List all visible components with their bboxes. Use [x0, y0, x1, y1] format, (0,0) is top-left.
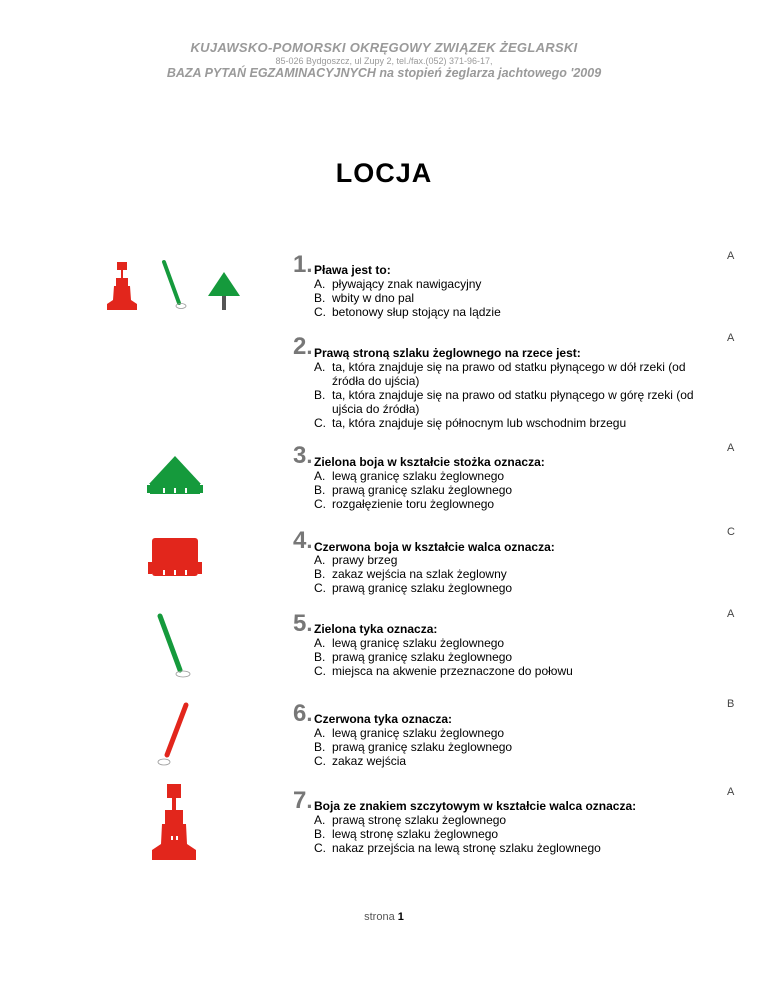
org-header: KUJAWSKO-POMORSKI OKRĘGOWY ZWIĄZEK ŻEGLARSKI — [190, 40, 578, 55]
answer-key: A — [727, 250, 735, 262]
option-a: A. prawy brzeg — [314, 553, 398, 567]
question-number: 7. — [293, 787, 313, 814]
answer-key: A — [727, 786, 735, 798]
question-number: 3. — [293, 442, 313, 469]
question-number: 2. — [293, 333, 313, 360]
question-number: 6. — [293, 700, 313, 727]
option-a: A. lewą granicę szlaku żeglownego — [314, 636, 505, 650]
question-text: Boja ze znakiem szczytowym w kształcie walca oznacza: — [314, 799, 637, 813]
green-cone-buoy-icon — [144, 454, 206, 498]
option-b: B. zakaz wejścia na szlak żeglowny — [314, 567, 507, 581]
options-list — [314, 469, 694, 511]
options-list — [314, 813, 694, 855]
option-b: B. ta, która znajduje się na prawo od statku płynącego w górę rzeki (od ujścia do źródła) — [314, 388, 694, 416]
question-number: 1. — [293, 251, 313, 278]
green-pole-icon — [160, 258, 190, 312]
option-c: C. prawą granicę szlaku żeglownego — [314, 581, 513, 595]
option-c: C. betonowy słup stojący na lądzie — [314, 305, 501, 319]
options-list — [314, 726, 694, 768]
red-can-buoy-icon — [144, 536, 206, 580]
option-c: C. zakaz wejścia — [314, 754, 407, 768]
options-list — [314, 360, 694, 430]
green-spar-icon — [155, 612, 195, 680]
question-text: Czerwona tyka oznacza: — [314, 712, 453, 726]
question-number: 4. — [293, 527, 313, 554]
answer-key: C — [727, 526, 735, 538]
org-address: 85-026 Bydgoszcz, ul Zupy 2, tel./fax.(052) 371-96-17, — [275, 56, 493, 66]
options-list — [314, 553, 694, 595]
option-a: A. lewą granicę szlaku żeglownego — [314, 469, 505, 483]
question-number: 5. — [293, 610, 313, 637]
option-b: B. lewą stronę szlaku żeglownego — [314, 827, 499, 841]
page-number: 1 — [397, 911, 404, 923]
option-b: B. prawą granicę szlaku żeglownego — [314, 483, 513, 497]
red-buoy-topmark-icon — [148, 782, 200, 862]
page-title: LOCJA — [335, 158, 433, 188]
answer-key: A — [727, 442, 735, 454]
answer-key: B — [727, 698, 735, 710]
answer-key: A — [727, 332, 735, 344]
option-c: C. rozgałęzienie toru żeglownego — [314, 497, 495, 511]
question-text: Czerwona boja w kształcie walca oznacza: — [314, 540, 555, 554]
page-footer — [0, 911, 768, 923]
option-b: B. prawą granicę szlaku żeglownego — [314, 650, 513, 664]
question-text: Zielona tyka oznacza: — [314, 622, 438, 636]
option-c: C. miejsca na akwenie przeznaczone do połowu — [314, 664, 573, 678]
answer-key: A — [727, 608, 735, 620]
page-label: strona — [364, 911, 395, 923]
question-text: Pława jest to: — [314, 263, 391, 277]
red-buoy-icon — [104, 260, 140, 312]
option-c: C. nakaz przejścia na lewą stronę szlaku żeglownego — [314, 841, 601, 855]
option-a: A. lewą granicę szlaku żeglownego — [314, 726, 505, 740]
option-a: A. pływający znak nawigacyjny — [314, 277, 482, 291]
question-text: Prawą stroną szlaku żeglownego na rzece jest: — [314, 346, 581, 360]
option-c: C. ta, która znajduje się północnym lub wschodnim brzegu — [314, 416, 627, 430]
green-tree-icon — [206, 270, 242, 312]
red-spar-icon — [152, 700, 192, 768]
option-b: B. prawą granicę szlaku żeglownego — [314, 740, 513, 754]
question-text: Zielona boja w kształcie stożka oznacza: — [314, 455, 545, 469]
options-list — [314, 277, 694, 319]
option-b: B. wbity w dno pal — [314, 291, 415, 305]
option-a: A. ta, która znajduje się na prawo od statku płynącego w dół rzeki (od źródła do ujścia) — [314, 360, 686, 388]
option-a: A. prawą stronę szlaku żeglownego — [314, 813, 507, 827]
options-list — [314, 636, 694, 678]
exam-subtitle: BAZA PYTAŃ EGZAMINACYJNYCH na stopień żeglarza jachtowego '2009 — [166, 66, 602, 80]
